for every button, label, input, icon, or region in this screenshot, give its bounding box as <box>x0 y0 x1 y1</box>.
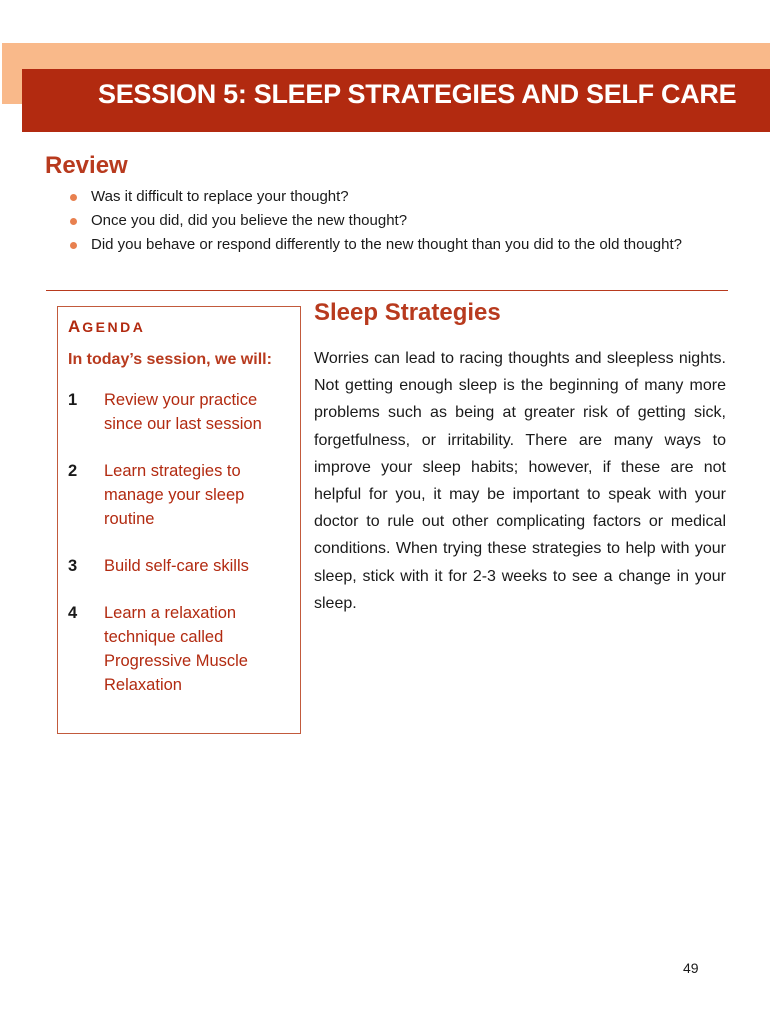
page-number: 49 <box>683 960 699 976</box>
agenda-item-text: Learn a relaxation technique called Progressive Muscle Relaxation <box>104 604 248 694</box>
agenda-item-number: 4 <box>68 604 78 622</box>
section-divider <box>46 290 728 291</box>
agenda-item-number: 1 <box>68 391 78 409</box>
review-item <box>70 185 710 209</box>
agenda-item-text: Learn strategies to manage your sleep routine <box>104 462 245 528</box>
review-item-text: Did you behave or respond differently to the new thought than you did to the old thought? <box>91 236 682 253</box>
session-title: SESSION 5: SLEEP STRATEGIES AND SELF CARE <box>98 79 737 109</box>
agenda-title-rest: GENDA <box>82 319 146 335</box>
agenda-item <box>68 554 293 578</box>
bullet-icon <box>70 194 77 201</box>
agenda-item <box>68 459 293 531</box>
review-heading: Review <box>45 152 128 179</box>
review-item-text: Was it difficult to replace your thought? <box>91 188 349 205</box>
agenda-item-number: 2 <box>68 462 78 480</box>
review-item-text: Once you did, did you believe the new thought? <box>91 212 408 229</box>
agenda-title <box>68 317 145 337</box>
agenda-item-text: Build self-care skills <box>104 557 249 575</box>
agenda-title-initial: A <box>68 317 83 336</box>
review-item <box>70 233 710 257</box>
sleep-strategies-heading: Sleep Strategies <box>314 299 501 326</box>
agenda-item-number: 3 <box>68 557 78 575</box>
bullet-icon <box>70 242 77 249</box>
review-item <box>70 209 710 233</box>
agenda-item-text: Review your practice since our last session <box>104 391 262 433</box>
review-list <box>70 185 710 257</box>
agenda-item <box>68 388 293 436</box>
agenda-intro: In today’s session, we will: <box>68 351 272 368</box>
bullet-icon <box>70 218 77 225</box>
agenda-item <box>68 601 293 697</box>
sleep-strategies-body: Worries can lead to racing thoughts and sleepless nights. Not getting enough sleep is the beginning of many more problems such as being at greater risk of getting sick, forgetfulness, or irritability. There are many ways to improve your sleep habits; however, if these are not helpful for you, it may be important to speak with your doctor to rule out other complicating factors or medical conditions. When trying these strategies to help with your sleep, stick with it for 2-3 weeks to see a change in your sleep. <box>314 350 726 612</box>
